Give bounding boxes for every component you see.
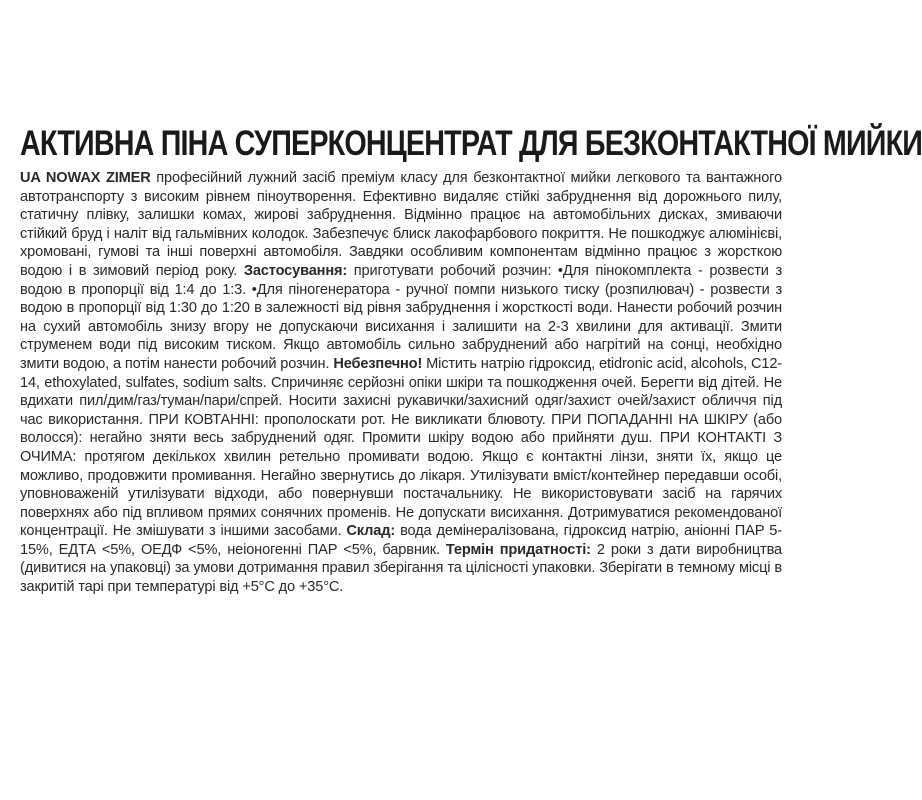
composition-text: вода демінералізована, гідроксид натрію, аніонні ПАР 5-15%, ЕДТА <5%, ОЕДФ <5%, неіоногенні ПАР <5%, барвник.: [20, 523, 782, 558]
composition-label: Склад:: [346, 523, 396, 540]
product-title: АКТИВНА ПІНА СУПЕРКОНЦЕНТРАТ ДЛЯ БЕЗКОНТАКТНОЇ МИЙКИ: [20, 124, 922, 163]
shelf-life-label: Термін придатності:: [445, 541, 591, 558]
shelf-life-text: 2 роки з дати виробництва (дивитися на упаковці) за умови дотримання правил зберігання та цілісності упаковки. Зберігати в темному місці в закритій тарі при температурі від +5°С до +35°С.: [20, 541, 782, 596]
usage-label: Застосування:: [243, 262, 348, 279]
brand-name: UA NOWAX ZIMER: [20, 170, 151, 186]
danger-text: Містить натрію гідроксид, etidronic acid, alcohols, C12-14, ethoxylated, sulfates, sodium salts. Спричиняє серйозні опіки шкіри та пошкодження очей. Берегти від дітей. Не вдихати пил/дим/газ/туман/пари/спрей. Носити захисні рукавички/захисний одяг/захист очей/захист обличчя під час використання. ПРИ КОВТАННІ: прополоскати рот. Не викликати блювоту. ПРИ ПОПАДАННІ НА ШКІРУ (або волосся): негайно зняти весь забруднений одяг. Промити шкіру водою або прийняти душ. ПРИ КОНТАКТІ З ОЧИМА: протягом декількох хвилин ретельно промивати водою. Якщо є контактні лінзи, зняти їх, якщо це можливо, продовжити промивання. Негайно звернутись до лікаря. Утилізувати вміст/контейнер передавши особі, уповноваженій утилізувати відходи, або повернувши постачальнику. Не використовувати засіб на гарячих поверхнях або під впливом прямих сонячних променів. Не допускати висихання. Дотримуватися рекомендованої концентрації. Не змішувати з іншими засобами.: [20, 355, 783, 540]
usage-text: приготувати робочий розчин: •Для пінокомплекта - розвести з водою в пропорції від 1:4 до 1:3. •Для піногенератора - ручної помпи низького тиску (розпилювач) - розвести з водою в пропорції від 1:30 до 1:20 в залежності від рівня забруднення і жорсткості води. Нанести робочий розчин на сухий автомобіль знизу вгору не допускаючи висихання і залишити на 2-3 хвилини для активації. Змити струменем води під високим тиском. Якщо автомобіль сильно забруднений або нагрітий на сонці, необхідно змити водою, а потім нанести робочий розчин.: [20, 262, 782, 372]
intro-text: професійний лужний засіб преміум класу для безконтактної мийки легкового та вантажного автотранспорту з високим рівнем піноутворення. Ефективно видаляє стійкі забруднення від дорожнього пилу, статичну плівку, залишки комах, жирові забруднення. Відмінно працює на автомобільних дисках, змиваючи стійкий бруд і наліт від гальмівних колодок. Забезпечує блиск лакофарбового покриття. Не пошкоджує алюмінієві, хромовані, гумові та інші поверхні автомобіля. Завдяки особливим компонентам відмінно працює з жорсткою водою і в зимовий період року.: [20, 170, 782, 279]
danger-label: Небезпечно!: [333, 355, 423, 372]
product-description: [20, 169, 782, 597]
